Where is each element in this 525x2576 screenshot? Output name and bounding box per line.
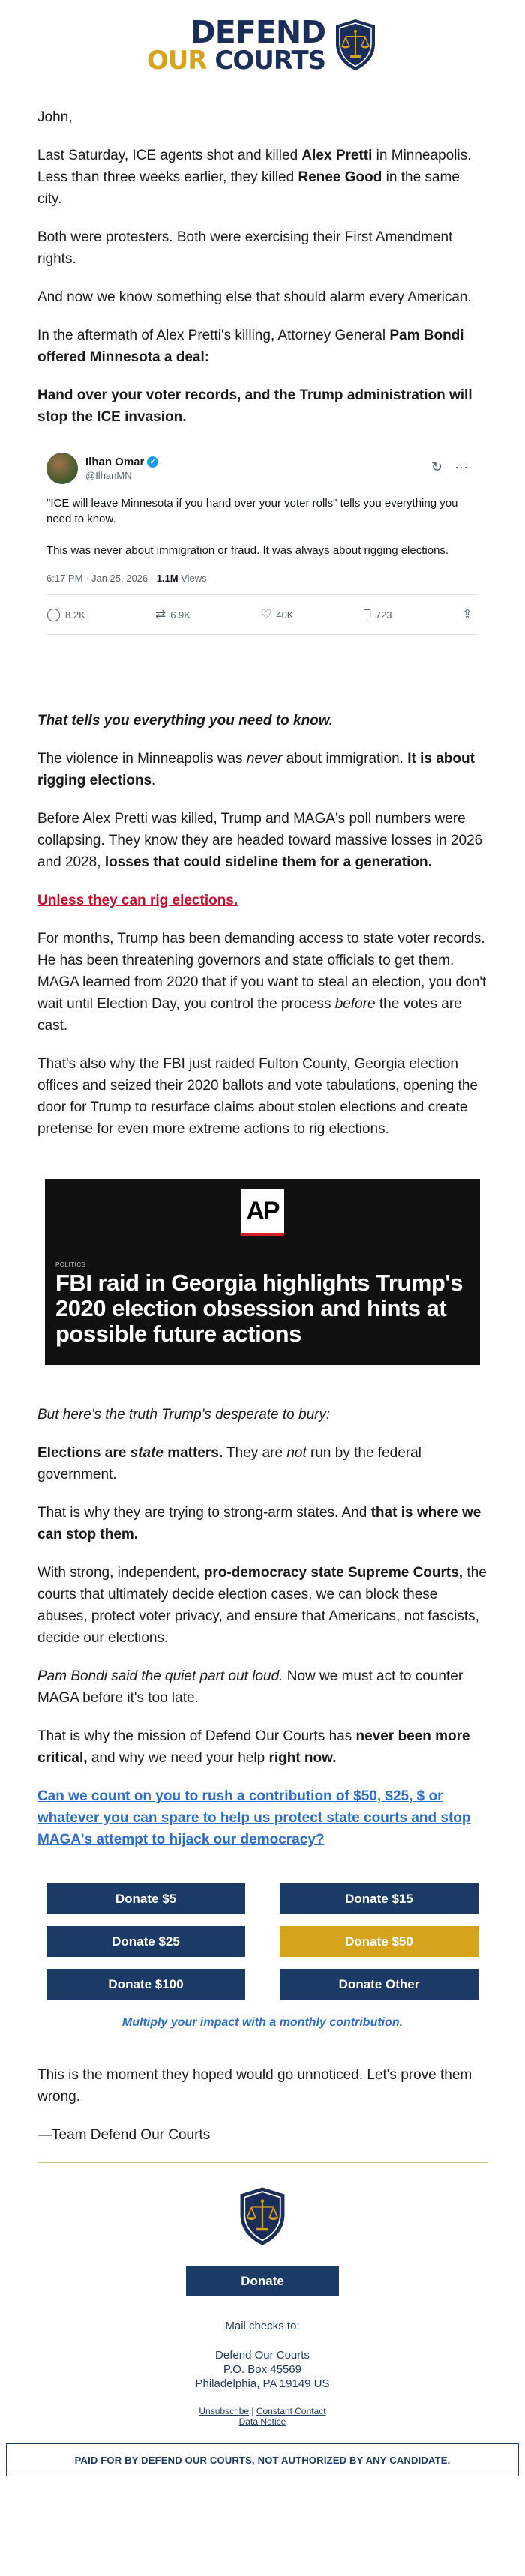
donate-other-button[interactable]: Donate Other (280, 1969, 478, 2000)
tweet-meta[interactable]: 6:17 PM · Jan 25, 2026 · 1.1M Views (46, 573, 207, 584)
paragraph-ask (38, 1785, 488, 1850)
paragraph-bondi-deal: In the aftermath of Alex Pretti's killing, Attorney General Pam Bondi offered Minnesota a deal: (38, 328, 464, 365)
verified-badge-icon: ✓ (147, 456, 158, 468)
donate-25-button[interactable]: Donate $25 (46, 1926, 245, 1957)
more-options-icon[interactable]: ··· (454, 459, 468, 474)
donate-button-grid (46, 1883, 478, 2000)
paragraph-voter-records: For months, Trump has been demanding access to state voter records. He has been threatening governors and state officials to get them. MAGA learned from 2020 that if you want to steal an election, you don't wait until Election Day, you control the process before the votes are cast. (38, 931, 487, 1034)
link-separator: | (249, 2406, 256, 2416)
address-po-box: P.O. Box 45569 (224, 2363, 302, 2376)
footer-donate-button[interactable]: Donate (186, 2266, 339, 2296)
tweet-top-icons (431, 459, 468, 475)
mailing-address (38, 2348, 488, 2391)
reply-icon: ◯ (46, 607, 62, 621)
donate-5-button[interactable]: Donate $5 (46, 1883, 245, 1914)
footer-links (38, 2406, 488, 2427)
email-body (0, 106, 525, 2427)
unsubscribe-link[interactable]: Unsubscribe (199, 2406, 250, 2416)
share-icon: ⇪ (461, 607, 472, 621)
paragraph-truth: But here's the truth Trump's desperate to bury: (38, 1407, 331, 1423)
tweet-handle[interactable]: @IlhanMN (86, 470, 132, 481)
paragraph-unless-rig (38, 890, 488, 911)
tweet-like-action[interactable]: ♡ 40K (260, 607, 294, 621)
footer-divider (38, 2162, 488, 2163)
logo-line-defend: DEFEND (190, 13, 326, 50)
logo-wordmark (146, 13, 326, 76)
article-headline: FBI raid in Georgia highlights Trump's 2020 election obsession and hints at possible future actions (56, 1270, 463, 1347)
paragraph-polls: Before Alex Pretti was killed, Trump and MAGA's poll numbers were collapsing. They know they are headed toward massive losses in 2026 and 2028, losses that could sideline them for a generation. (38, 811, 483, 870)
repost-icon: ⇄ (154, 607, 166, 621)
refresh-icon[interactable]: ↻ (430, 459, 443, 474)
mail-checks-heading: Mail checks to: (225, 2320, 300, 2332)
header-logo[interactable] (0, 0, 525, 90)
greeting: John, (38, 109, 73, 125)
ap-logo: AP (241, 1189, 284, 1233)
paragraph-state-matters: Elections are state matters. They are not run by the federal government. (38, 1445, 422, 1482)
tweet-divider-bottom (46, 634, 478, 635)
address-org: Defend Our Courts (215, 2349, 310, 2362)
footer-shield-icon (237, 2186, 288, 2247)
paragraph-supreme-courts: With strong, independent, pro-democracy state Supreme Courts, the courts that ultimately decide election cases, we can block these abuses, protect voter privacy, and ensure that Americans, not fascists, decide our elections. (38, 1565, 487, 1646)
tweet-reply-action[interactable]: ◯ 8.2K (46, 607, 86, 621)
paragraph-mission: That is why the mission of Defend Our Courts has never been more critical, and why we need your help right now. (38, 1728, 470, 1766)
ap-article-card[interactable] (45, 1179, 480, 1365)
footer-donate (38, 2266, 488, 2296)
data-notice-link[interactable]: Data Notice (238, 2416, 286, 2427)
paragraph-hand-over: Hand over your voter records, and the Trump administration will stop the ICE invasion. (38, 387, 472, 425)
paragraph-tells-you: That tells you everything you need to know. (38, 713, 334, 729)
paragraph-prove-wrong: This is the moment they hoped would go unnoticed. Let's prove them wrong. (38, 2067, 472, 2105)
tweet-actions (46, 607, 478, 622)
tweet-repost-action[interactable]: ⇄ 6.9K (154, 607, 190, 621)
article-kicker: POLITICS (56, 1261, 86, 1268)
contribution-ask-link[interactable]: Can we count on you to rush a contribution of $50, $25, $ or whatever you can spare to help us protect state courts and stop MAGA's attempt to hijack our democracy? (38, 1788, 471, 1847)
tweet-text (46, 495, 478, 558)
paragraph-killings: Last Saturday, ICE agents shot and killed Alex Pretti in Minneapolis. Less than three weeks earlier, they killed Renee Good in the same city. (38, 148, 472, 207)
paragraph-strong-arm: That is why they are trying to strong-arm states. And that is where we can stop them. (38, 1505, 482, 1542)
donate-100-button[interactable]: Donate $100 (46, 1969, 245, 2000)
constant-contact-link[interactable]: Constant Contact (256, 2406, 326, 2416)
tweet-author-name[interactable]: Ilhan Omar ✓ (86, 456, 158, 468)
address-city: Philadelphia, PA 19149 US (195, 2377, 330, 2390)
paragraph-protesters: Both were protesters. Both were exercising their First Amendment rights. (38, 229, 453, 267)
donate-50-button[interactable]: Donate $50 (280, 1926, 478, 1957)
tweet-text-line-2: This was never about immigration or fraud. It was always about rigging elections. (46, 544, 449, 557)
scales-shield-icon (333, 18, 378, 72)
tweet-avatar[interactable] (46, 453, 78, 484)
unless-rig-link[interactable]: Unless they can rig elections. (38, 893, 238, 908)
heart-icon: ♡ (260, 607, 272, 621)
paragraph-never-immigration: The violence in Minneapolis was never about immigration. It is about rigging elections. (38, 751, 475, 788)
tweet-bookmark-action[interactable]: ⎕ 723 (363, 607, 392, 621)
logo-line-our-courts (146, 45, 326, 76)
logo-word-courts: COURTS (214, 45, 326, 76)
embedded-tweet[interactable] (46, 450, 478, 675)
donate-15-button[interactable]: Donate $15 (280, 1883, 478, 1914)
paid-for-disclaimer: PAID FOR BY DEFEND OUR COURTS, NOT AUTHORIZED BY ANY CANDIDATE. (6, 2443, 519, 2476)
paragraph-fbi-raid: That's also why the FBI just raided Fulton County, Georgia election offices and seized their 2020 ballots and vote tabulations, opening the door for Trump to resurface claims about stolen elections and create pretense for even more extreme actions to rig elections. (38, 1056, 478, 1137)
paragraph-quiet-part: Pam Bondi said the quiet part out loud. Now we must act to counter MAGA before it's too late. (38, 1668, 464, 1706)
signoff: —Team Defend Our Courts (38, 2127, 211, 2143)
ap-logo-underline (241, 1233, 284, 1236)
paragraph-alarm: And now we know something else that should alarm every American. (38, 289, 472, 305)
tweet-text-line-1: "ICE will leave Minnesota if you hand over your voter rolls" tells you everything you need to know. (46, 497, 458, 525)
logo-word-our: OUR (146, 45, 207, 76)
bookmark-icon: ⎕ (363, 607, 371, 621)
footer-logo[interactable] (38, 2186, 488, 2247)
tweet-share-action[interactable] (462, 607, 472, 622)
monthly-contribution-link[interactable]: Multiply your impact with a monthly contribution. (122, 2016, 404, 2029)
monthly-contribution (38, 2016, 488, 2030)
tweet-header (46, 450, 478, 486)
tweet-divider (46, 594, 478, 595)
